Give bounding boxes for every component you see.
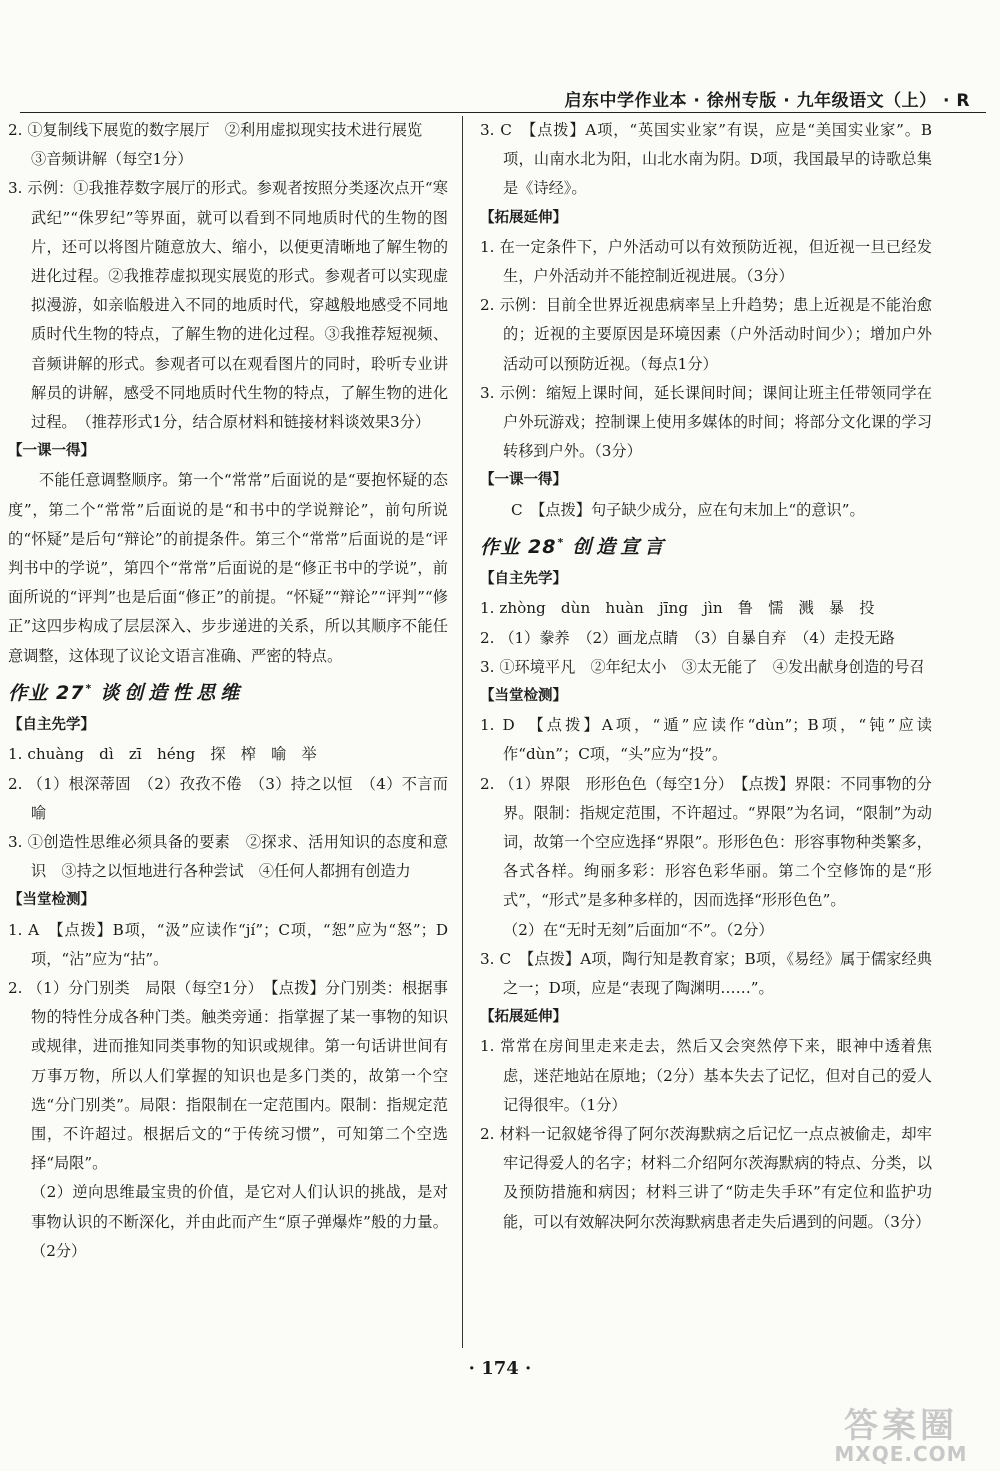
page-header (20, 82, 986, 113)
answer-item: 2. （1）根深蒂固 （2）孜孜不倦 （3）持之以恒 （4）不言而喻 (8, 774, 448, 822)
answer-item: 1. D 【点拨】A项，“遁”应读作“dùn”；B项，“钝”应读作“dùn”；C项，“头”应为“投”。 (480, 716, 932, 764)
homework-number: 27 (56, 682, 85, 705)
book-title: 启东中学作业本 · 徐州专版 · 九年级语文（上） · R (564, 91, 970, 111)
answer-item: 1. chuàng dì zī héng 探 榨 喻 举 (8, 745, 317, 764)
section-heading: 【自主先学】 (8, 717, 95, 734)
homework-number: 28 (528, 536, 557, 559)
answer-item: 1. A 【点拨】B项，“汲”应读作“jí”；C项，“恕”应为“怒”；D项，“沾”应为“拈”。 (8, 920, 448, 968)
answer-item: 3. ①创造性思维必须具备的要素 ②探求、活用知识的态度和意识 ③持之以恒地进行各种尝试 ④任何人都拥有创造力 (8, 833, 448, 881)
answer-item: 1. 在一定条件下，户外活动可以有效预防近视，但近视一旦已经发生，户外活动并不能控制近视进展。（3分） (480, 237, 932, 286)
star-mark: * (85, 681, 93, 695)
watermark-text: 答案圈 (844, 1406, 958, 1446)
answer-item: 2. （1）分门别类 局限（每空1分） 【点拨】分门别类：根据事物的特性分成各种门类。触类旁通：指掌握了某一事物的知识或规律，进而推知同类事物的知识或规律。第一句话讲世间有万事万物，所以人们掌握的知识也是多门类的，故第一个空选“分门别类”。局限：指限制在一定范围内。限制：指规定范围，不许超过。根据后文的“于传统习惯”，可知第二个空选择“局限”。 (8, 979, 448, 1173)
answer-item: 3. C 【点拨】A项，“英国实业家”有误，应是“美国实业家”。B项，山南水北为阳，山北水南为阴。D项，我国最早的诗歌总集是《诗经》。 (480, 121, 932, 198)
answer-item: 1. 常常在房间里走来走去，然后又会突然停下来，眼神中透着焦虑，迷茫地站在原地；（2分）基本失去了记忆，但对自己的爱人记得很牢。（1分） (480, 1037, 932, 1114)
star-mark: * (557, 535, 565, 549)
answer-item: 3. ①环境平凡 ②年纪太小 ③太无能了 ④发出献身创造的号召 (480, 657, 925, 676)
answer-item: ③音频讲解（每空1分） (31, 150, 193, 169)
answer-item: 3. C 【点拨】A项，陶行知是教育家；B项，《易经》属于儒家经典之一；D项，应是“表现了陶渊明……”。 (480, 949, 932, 998)
answer-item: 2. 材料一记叙姥爷得了阿尔茨海默病之后记忆一点点被偷走，却牢牢记得爱人的名字；材料二介绍阿尔茨海默病的特点、分类，以及预防措施和病因；材料三讲了“防走失手环”有定位和监护功能，可以有效解决阿尔茨海默病患者走失后遇到的问题。（3分） (480, 1125, 932, 1231)
answer-item: 3. 示例：缩短上课时间，延长课间时间；课间让班主任带领同学在户外玩游戏；控制课上使用多媒体的时间；将部分文化课的学习转移到户外。（3分） (480, 383, 932, 461)
section-heading: 【一课一得】 (480, 472, 567, 489)
answer-item: 3. 示例：①我推荐数字展厅的形式。参观者按照分类逐次点开“寒武纪”“侏罗纪”等界面，就可以看到不同地质时代的生物的图片，还可以将图片随意放大、缩小，以便更清晰地了解生物的进化过程。②我推荐虚拟现实展览的形式。参观者可以实现虚拟漫游，如亲临般进入不同的地质时代，穿越般地感受不同地质时代生物的特点，了解生物的进化过程。③我推荐短视频、音频讲解的形式。参观者可以在观看图片的同时，聆听专业讲解员的讲解，感受不同地质时代生物的特点，了解生物的进化过程。 （推荐形式1分，结合原材料和链接材料谈效果3分） (8, 179, 448, 432)
homework-heading (480, 525, 932, 565)
section-heading: 【当堂检测】 (480, 687, 567, 704)
section-heading: 【自主先学】 (480, 571, 567, 588)
answer-item: （2）逆向思维最宝贵的价值，是它对人们认识的挑战，是对事物认识的不断深化，并由此而产生“原子弹爆炸”般的力量。（2分） (31, 1183, 448, 1260)
answer-item: （2）在“无时无刻”后面加“不”。（2分） (503, 920, 774, 939)
answer-item: 不能任意调整顺序。第一个“常常”后面说的是“要抱怀疑的态度”，第二个“常常”后面说的是“和书中的学说辩论”，前句所说的“怀疑”是后句“辩论”的前提条件。第三个“常常”后面说的是“评判书中的学说”，第四个“常常”后面说的是“修正书中的学说”，前面所说的“评判”也是后面“修正”的前提。“怀疑”“辩论”“评判”“修正”这四步构成了层层深入、步步递进的关系，所以其顺序不能任意调整，这体现了议论文语言准确、严密的特点。 (8, 471, 448, 665)
answer-item: 2. （1）界限 形形色色（每空1分） 【点拨】界限：不同事物的分界。限制：指规定范围，不许超过。“界限”为名词，“限制”为动词，故第一个空应选择“界限”。形形色色：形容事物种类繁多，各式各样。绚丽多彩：形容色彩华丽。第二个空修饰的是“形式”，“形式”是多种多样的，因而选择“形形色色”。 (480, 774, 932, 910)
section-heading: 【当堂检测】 (8, 892, 95, 909)
section-heading: 【拓展延伸】 (480, 209, 567, 226)
section-heading: 【一课一得】 (8, 443, 95, 460)
answer-item: 2. （1）豢养 （2）画龙点睛 （3）自暴自弃 （4）走投无路 (480, 628, 895, 647)
section-heading: 【拓展延伸】 (480, 1009, 567, 1026)
homework-title: 创造宣言 (572, 536, 669, 559)
watermark-logo (816, 1408, 986, 1464)
right-column (480, 116, 932, 1237)
homework-heading (8, 671, 448, 711)
homework-label: 作业 (480, 536, 521, 559)
homework-title: 谈创造性思维 (100, 682, 245, 705)
answer-item: 2. ①复制线下展览的数字展厅 ②利用虚拟现实技术进行展览 (8, 121, 423, 139)
left-column (8, 116, 448, 1266)
answer-item: 1. zhòng dùn huàn jīng jìn 鲁 懦 溅 暴 投 (480, 599, 875, 618)
page-number: · 174 · (468, 1358, 532, 1379)
answer-item: 2. 示例：目前全世界近视患病率呈上升趋势；患上近视是不能治愈的；近视的主要原因是环境因素（户外活动时间少）；增加户外活动可以预防近视。（每点1分） (480, 296, 932, 373)
answer-item: C 【点拨】句子缺少成分，应在句末加上“的意识”。 (511, 500, 865, 519)
column-divider (462, 116, 463, 1348)
watermark-url: MXQE.COM (834, 1442, 968, 1466)
homework-label: 作业 (8, 682, 49, 705)
